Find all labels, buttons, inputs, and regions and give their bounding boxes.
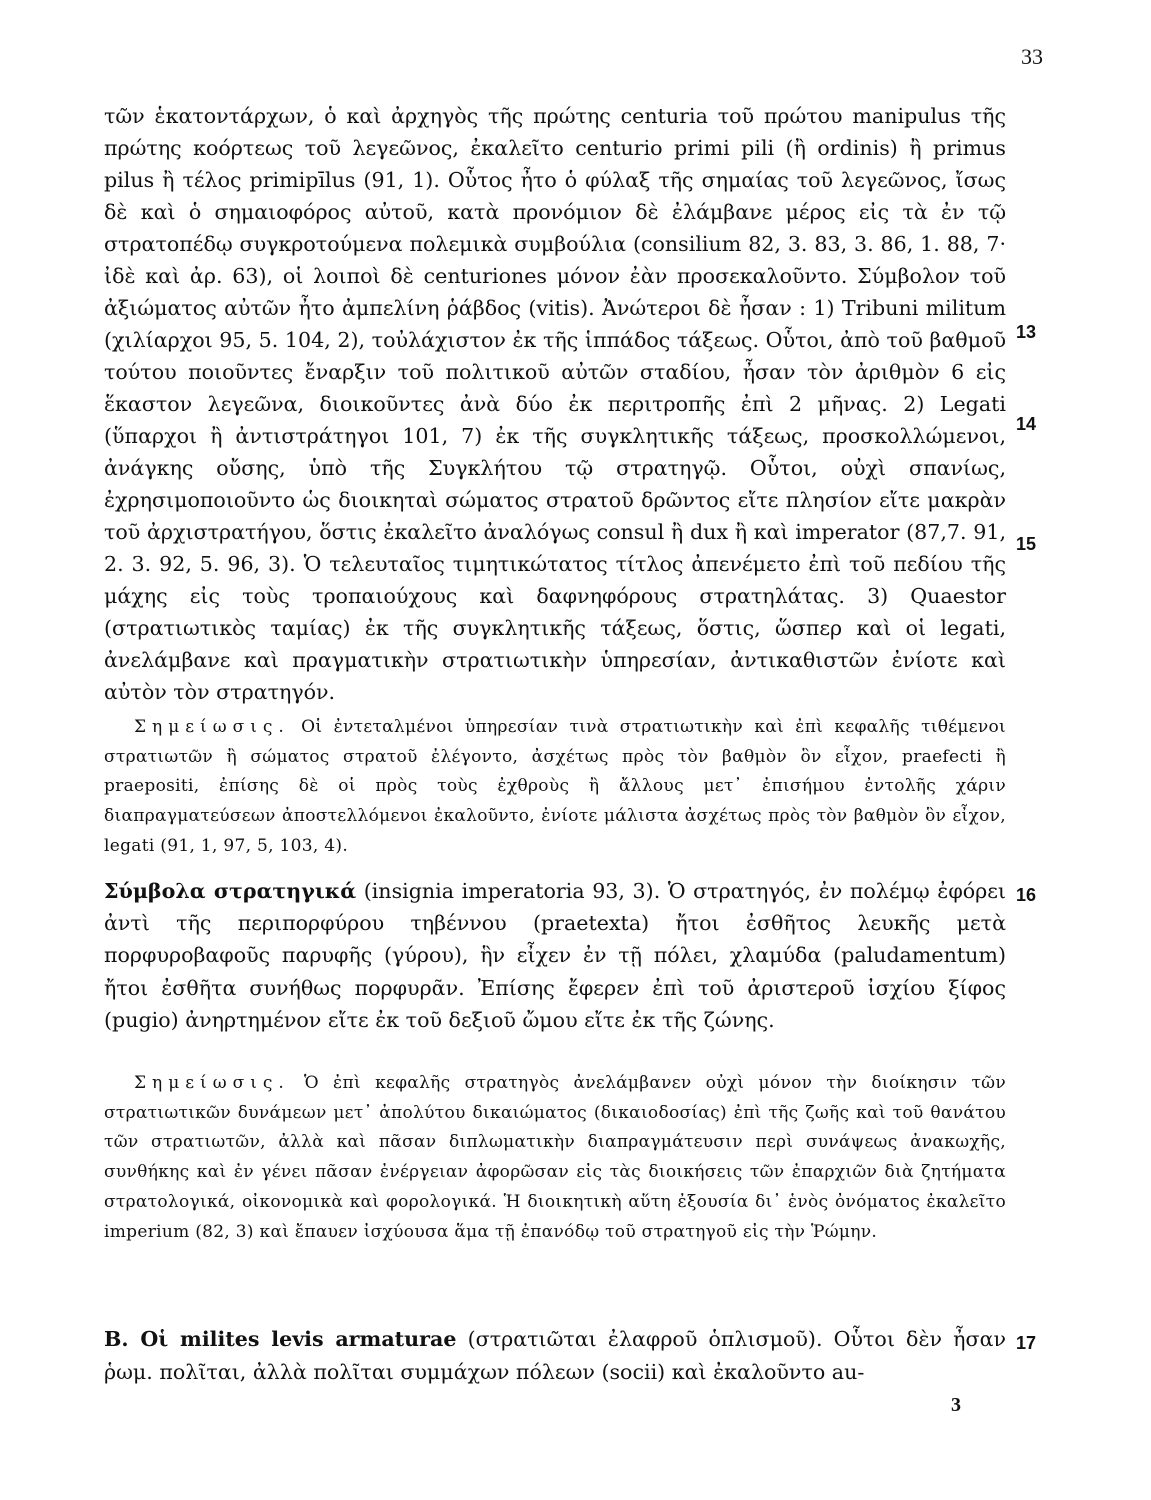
margin-number-14: 14: [1016, 414, 1037, 434]
note-2: [104, 1069, 1006, 1247]
symbola-text: (insignia imperatoria 93, 3). Ὁ στρατηγός, ἐν πολέμῳ ἐφόρει ἀντὶ τῆς περιπορφύρου τηβέννου (praetexta) ἤτοι ἐσθῆτος λευκῆς μετὰ πορφυροβαφοῦς παρυφῆς (γύρου), ἣν εἶχεν ἐν τῇ πόλει, χλαμύδα (paludamentum) ἤτοι ἐσθῆτα συνήθως πορφυρᾶν. Ἐπίσης ἔφερεν ἐπὶ τοῦ ἀριστεροῦ ἰσχίου ξίφος (pugio) ἀνηρτημένον εἴτε ἐκ τοῦ δεξιοῦ ὤμου εἴτε ἐκ τῆς ζώνης.: [104, 879, 1006, 1032]
page-number: 33: [1021, 44, 1043, 69]
note-2-label: Σημείωσις.: [134, 1073, 290, 1093]
note-1-label: Σημείωσις.: [134, 717, 290, 737]
margin-number-15: 15: [1016, 534, 1037, 554]
symbola-heading: Σύμβολα στρατηγικά: [104, 879, 357, 903]
milites-text: (στρατιῶται ἐλαφροῦ ὁπλισμοῦ). Οὗτοι δὲν ἦσαν ῥωμ. πολῖται, ἀλλὰ πολῖται συμμάχων πόλεων (socii) καὶ ἐκαλοῦντο au-: [104, 1327, 1006, 1384]
margin-number-16: 16: [1016, 885, 1037, 905]
note-2-text: Ὁ ἐπὶ κεφαλῆς στρατηγὸς ἀνελάμβανεν οὐχὶ μόνον τὴν διοίκησιν τῶν στρατιωτικῶν δυνάμεων μετ᾽ ἀπολύτου δικαιώματος (δικαιοδοσίας) ἐπὶ τῆς ζωῆς καὶ τοῦ θανάτου τῶν στρατιωτῶν, ἀλλὰ καὶ πᾶσαν διπλωματικὴν διαπραγμάτευσιν περὶ συνάψεως ἀνακωχῆς, συνθήκης καὶ ἐν γένει πᾶσαν ἐνέργειαν ἀφορῶσαν εἰς τὰς διοικήσεις τῶν ἐπαρχιῶν διὰ ζητήματα στρατολογικά, οἰκονομικὰ καὶ φορολογικά. Ἡ διοικητικὴ αὕτη ἐξουσία δι᾽ ἑνὸς ὀνόματος ἐκαλεῖτο imperium (82, 3) καὶ ἔπαυεν ἰσχύουσα ἅμα τῇ ἐπανόδῳ τοῦ στρατηγοῦ εἰς τὴν Ῥώμην.: [104, 1073, 1006, 1242]
note-1-text: Οἱ ἐντεταλμένοι ὑπηρεσίαν τινὰ στρατιωτικὴν καὶ ἐπὶ κεφαλῆς τιθέμενοι στρατιωτῶν ἢ σώματος στρατοῦ ἐλέγοντο, ἀσχέτως πρὸς τὸν βαθμὸν ὃν εἶχον, praefecti ἢ praepositi, ἐπίσης δὲ οἱ πρὸς τοὺς ἐχθροὺς ἢ ἄλλους μετ᾽ ἐπισήμου ἐντολῆς χάριν διαπραγματεύσεων ἀποστελλόμενοι ἐκαλοῦντο, ἐνίοτε μάλιστα ἀσχέτως πρὸς τὸν βαθμὸν ὃν εἶχον, legati (91, 1, 97, 5, 103, 4).: [104, 717, 1006, 856]
milites-heading: Β. Οἱ milites levis armaturae: [104, 1327, 457, 1351]
main-paragraph: τῶν ἑκατοντάρχων, ὁ καὶ ἀρχηγὸς τῆς πρώτης centuria τοῦ πρώτου manipulus τῆς πρώτης κοόρτεως τοῦ λεγεῶνος, ἐκαλεῖτο centurio primi pili (ἢ ordinis) ἢ primus pilus ἢ τέλος primipīlus (91, 1). Οὗτος ἦτο ὁ φύλαξ τῆς σημαίας τοῦ λεγεῶνος, ἴσως δὲ καὶ ὁ σημαιοφόρος αὐτοῦ, κατὰ προνόμιον δὲ ἐλάμβανε μέρος εἰς τὰ ἐν τῷ στρατοπέδῳ συγκροτούμενα πολεμικὰ συμβούλια (consilium 82, 3. 83, 3. 86, 1. 88, 7· ἰδὲ καὶ ἀρ. 63), οἱ λοιποὶ δὲ centuriones μόνον ἐὰν προσεκαλοῦντο. Σύμβολον τοῦ ἀξιώματος αὐτῶν ἦτο ἀμπελίνη ῥάβδος (vitis). Ἀνώτεροι δὲ ἦσαν : 1) Tribuni militum (χιλίαρχοι 95, 5. 104, 2), τοὐλάχιστον ἐκ τῆς ἱππάδος τάξεως. Οὗτοι, ἀπὸ τοῦ βαθμοῦ τούτου ποιοῦντες ἔναρξιν τοῦ πολιτικοῦ αὐτῶν σταδίου, ἦσαν τὸν ἀριθμὸν 6 εἰς ἕκαστον λεγεῶνα, διοικοῦντες ἀνὰ δύο ἐκ περιτροπῆς ἐπὶ 2 μῆνας. 2) Legati (ὕπαρχοι ἢ ἀντιστράτηγοι 101, 7) ἐκ τῆς συγκλητικῆς τάξεως, προσκολλώμενοι, ἀνάγκης οὔσης, ὑπὸ τῆς Συγκλήτου τῷ στρατηγῷ. Οὗτοι, οὐχὶ σπανίως, ἐχρησιμοποιοῦντο ὡς διοικηταὶ σώματος στρατοῦ δρῶντος εἴτε πλησίον εἴτε μακρὰν τοῦ ἀρχιστρατήγου, ὅστις ἐκαλεῖτο ἀναλόγως consul ἢ dux ἢ καὶ imperator (87,7. 91, 2. 3. 92, 5. 96, 3). Ὁ τελευταῖος τιμητικώτατος τίτλος ἀπενέμετο ἐπὶ τοῦ πεδίου τῆς μάχης εἰς τοὺς τροπαιούχους καὶ δαφνηφόρους στρατηλάτας. 3) Quaestor (στρατιωτικὸς ταμίας) ἐκ τῆς συγκλητικῆς τάξεως, ὅστις, ὥσπερ καὶ οἱ legati, ἀνελάμβανε καὶ πραγματικὴν στρατιωτικὴν ὑπηρεσίαν, ἀντικαθιστῶν ἐνίοτε καὶ αὐτὸν τὸν στρατηγόν.: [104, 104, 1006, 704]
milites-section: [104, 1323, 1006, 1388]
signature-number: 3: [951, 1394, 961, 1416]
symbola-section: [104, 875, 1006, 1036]
margin-number-17: 17: [1016, 1333, 1037, 1353]
note-1: [104, 713, 1006, 862]
margin-number-13: 13: [1016, 322, 1037, 342]
